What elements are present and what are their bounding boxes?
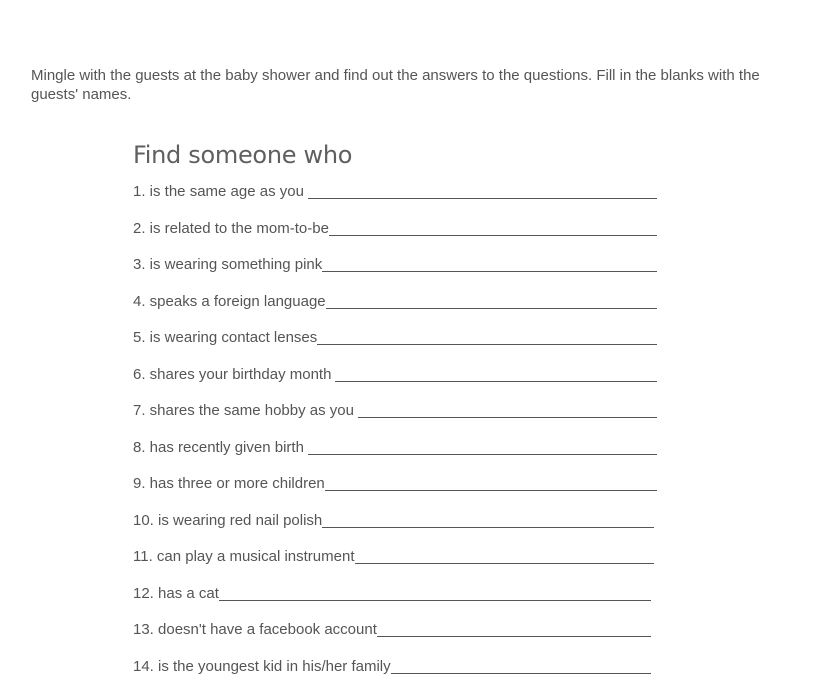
answer-blank[interactable] — [391, 656, 651, 674]
instructions-text: Mingle with the guests at the baby shower and find out the answers to the questions. Fill in the blanks with the guests' names. — [31, 66, 801, 104]
answer-blank[interactable] — [355, 546, 655, 564]
question-text: 3. is wearing something pink — [133, 256, 322, 273]
answer-blank[interactable] — [219, 583, 651, 601]
find-someone-who-worksheet — [133, 138, 663, 683]
question-text: 10. is wearing red nail polish — [133, 512, 322, 529]
question-item — [133, 209, 663, 246]
question-text: 1. is the same age as you — [133, 183, 304, 200]
question-item — [133, 537, 663, 574]
answer-blank[interactable] — [358, 400, 657, 418]
question-text: 8. has recently given birth — [133, 439, 304, 456]
question-text: 6. shares your birthday month — [133, 366, 331, 383]
answer-blank[interactable] — [322, 510, 654, 528]
answer-blank[interactable] — [325, 473, 657, 491]
question-item — [133, 391, 663, 428]
answer-blank[interactable] — [308, 437, 657, 455]
worksheet-title: Find someone who — [133, 138, 663, 172]
answer-blank[interactable] — [326, 291, 657, 309]
question-item — [133, 647, 663, 683]
question-item — [133, 428, 663, 465]
answer-blank[interactable] — [308, 181, 657, 199]
answer-blank[interactable] — [377, 619, 651, 637]
question-item — [133, 610, 663, 647]
question-item — [133, 245, 663, 282]
answer-blank[interactable] — [317, 327, 657, 345]
question-text: 14. is the youngest kid in his/her family — [133, 658, 391, 675]
question-list — [133, 172, 663, 683]
question-text: 11. can play a musical instrument — [133, 548, 355, 565]
question-text: 5. is wearing contact lenses — [133, 329, 317, 346]
answer-blank[interactable] — [335, 364, 657, 382]
question-item — [133, 574, 663, 611]
question-item — [133, 282, 663, 319]
question-item — [133, 318, 663, 355]
answer-blank[interactable] — [329, 218, 657, 236]
question-text: 4. speaks a foreign language — [133, 293, 326, 310]
question-item — [133, 172, 663, 209]
question-text: 12. has a cat — [133, 585, 219, 602]
question-item — [133, 501, 663, 538]
answer-blank[interactable] — [322, 254, 657, 272]
question-text: 9. has three or more children — [133, 475, 325, 492]
question-text: 2. is related to the mom-to-be — [133, 220, 329, 237]
question-item — [133, 464, 663, 501]
question-text: 13. doesn't have a facebook account — [133, 621, 377, 638]
question-item — [133, 355, 663, 392]
question-text: 7. shares the same hobby as you — [133, 402, 354, 419]
